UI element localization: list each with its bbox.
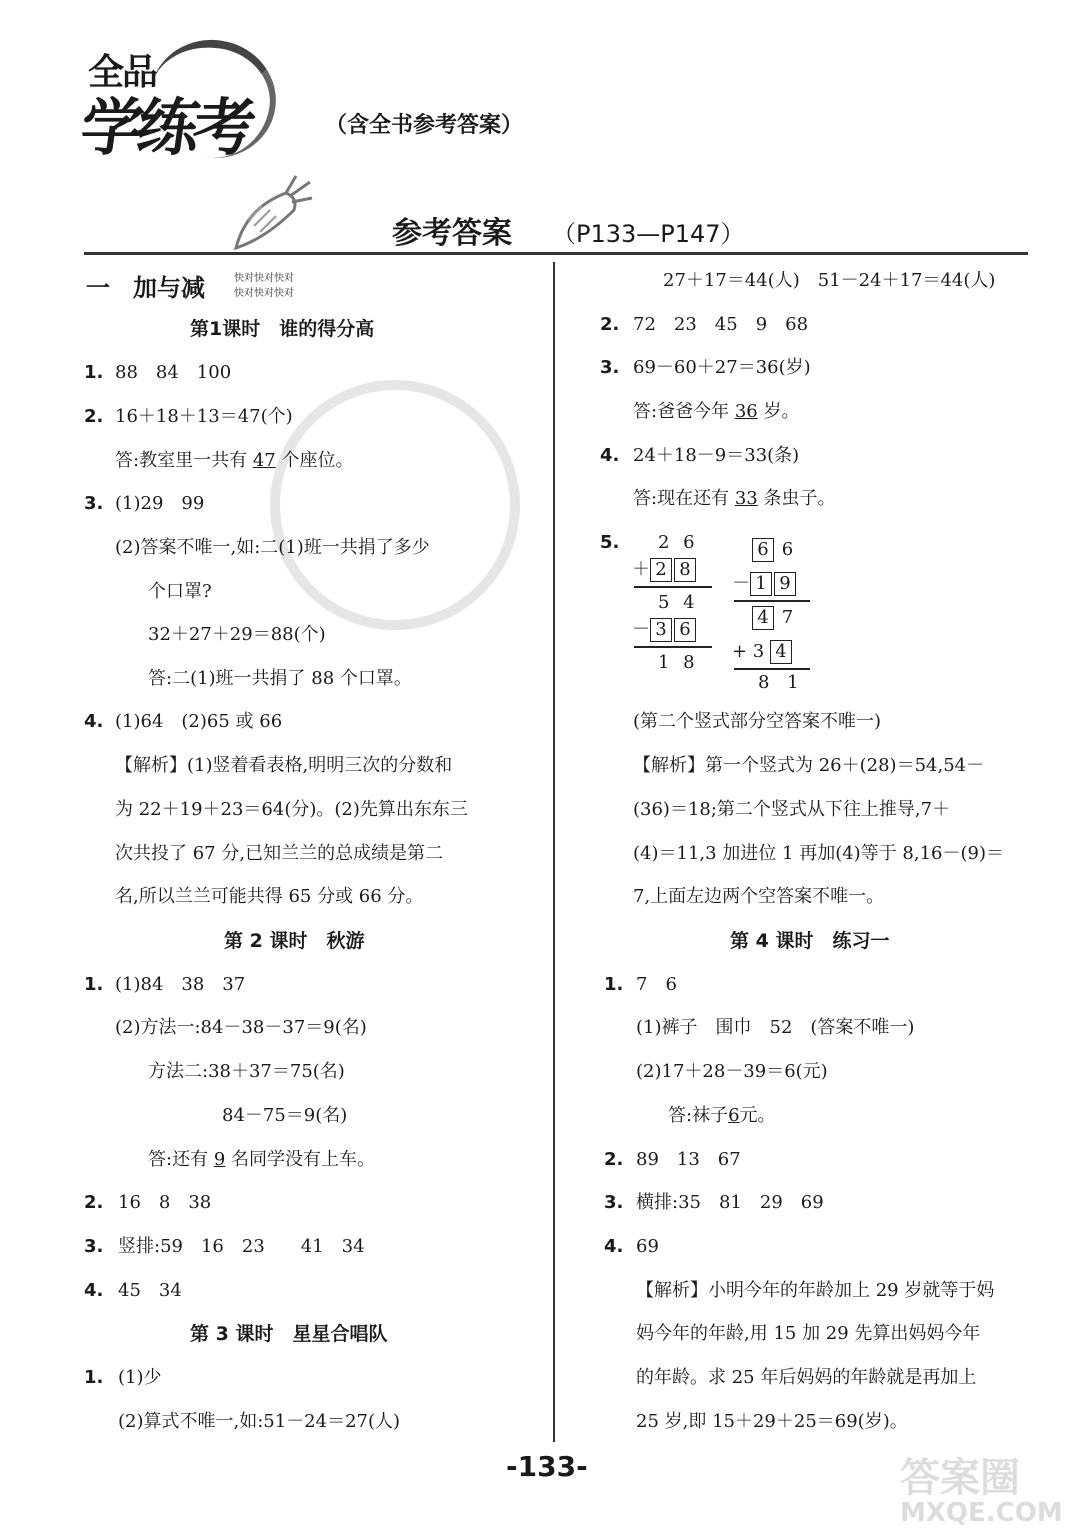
answer-box: 3 [650,618,672,642]
vertical-calc-digits: 2 6 [658,532,699,553]
question-number: 4. [84,711,104,732]
answer-line: 27＋17＝44(人) 51－24＋17＝44(人) [663,270,996,291]
answer-line: 32＋27＋29＝88(个) [148,624,326,645]
answer-box: 2 [650,558,672,582]
section-number: 一 [86,274,110,302]
question-number: 3. [84,1236,104,1257]
vertical-calc-row: + 3 4 [732,640,794,664]
answer-line: 72 23 45 9 68 [633,314,809,335]
header-rule [84,252,1028,255]
lesson-heading: 第1课时 谁的得分高 [190,318,375,340]
answer-line: 69 [636,1236,659,1257]
explanation-line: (4)＝11,3 加进位 1 再加(4)等于 8,16－(9)＝ [633,843,1004,864]
page-title: 参考答案 [392,216,512,251]
explanation-line: 【解析】(1)竖着看表格,明明三次的分数和 [115,755,453,776]
column-divider [553,262,555,1442]
answer-line: 7 6 [636,974,677,995]
vertical-calc-row: ＋ 2 8 [632,558,698,582]
question-number: 3. [84,493,104,514]
vertical-calc-rule [734,600,810,602]
question-number: 3. [600,357,620,378]
vertical-calc-row: 4 7 [752,606,793,630]
answer-blank: 9 [213,1149,226,1170]
watermark-logo: 答案圈 [900,1455,1020,1501]
subtitle: （含全书参考答案） [325,113,524,138]
vertical-calc-rule [634,646,712,648]
explanation-line: (36)＝18;第二个竖式从下往上推导,7＋ [633,799,951,820]
explanation-line: 25 岁,即 15＋29＋25＝69(岁)。 [636,1411,908,1432]
answer-line: 69－60＋27＝36(岁) [633,357,811,378]
question-number: 4. [84,1280,104,1301]
answer-blank: 36 [734,401,758,422]
answer-line: 89 13 67 [636,1149,741,1170]
question-number: 2. [600,314,620,335]
vertical-calc-rule [734,668,810,670]
explanation-line: 【解析】小明今年的年龄加上 29 岁就等于妈 [636,1280,995,1301]
explanation-line: 次共投了 67 分,已知兰兰的总成绩是第二 [115,843,444,864]
answer-line: (1)裤子 围巾 52 (答案不唯一) [636,1017,915,1038]
question-number: 4. [600,445,620,466]
answer-line: (2)17＋28－39＝6(元) [636,1061,828,1082]
answer-line: (1)29 99 [115,493,205,514]
question-number: 2. [84,1192,104,1213]
answer-line: 88 84 100 [115,362,232,383]
question-number: 1. [84,1367,104,1388]
question-number: 5. [600,532,620,553]
vertical-calc-digits: 8 1 [758,672,805,693]
explanation-line: 的年龄。求 25 年后妈妈的年龄就是再加上 [636,1367,977,1388]
answer-line: (1)少 [118,1367,162,1388]
answer-box: 4 [752,606,774,630]
explanation-line: 7,上面左边两个空答案不唯一。 [633,886,885,907]
logo-small-text: 全品 [88,52,157,93]
answer-blank: 6 [728,1105,740,1126]
answer-line: (2)方法一:84－38－37＝9(名) [115,1017,367,1038]
question-number: 2. [604,1149,624,1170]
vertical-calc-row: － 3 6 [632,618,698,642]
page-range: （P133—P147） [552,220,745,248]
answer-line: 竖排:59 16 23 41 34 [118,1236,365,1257]
section-title: 加与减 [133,274,205,302]
question-number: 4. [604,1236,624,1257]
answer-line: 16＋18＋13＝47(个) [115,406,293,427]
vertical-calc-row: － 1 9 [732,572,798,596]
lesson-heading: 第 2 课时 秋游 [224,930,365,952]
answer-blank: 33 [734,488,758,509]
answer-line: 个口罩? [148,581,212,602]
answer-box: 8 [674,558,696,582]
page-number: -133- [506,1450,588,1483]
watermark-url: MXQE.COM [900,1498,1063,1528]
answer-sentence: 答:袜子6元。 [668,1105,776,1126]
answer-sentence: 答:爸爸今年 36 岁。 [633,401,800,422]
answer-line: 24＋18－9＝33(条) [633,445,800,466]
answer-sentence: 答:还有 9 名同学没有上车。 [148,1149,375,1170]
explanation-line: 【解析】第一个竖式为 26＋(28)＝54,54－ [633,755,985,776]
vertical-calc-row: 6 6 [752,538,793,562]
answer-box: 9 [774,572,796,596]
question-number: 1. [604,974,624,995]
vertical-calc-digits: 1 8 [658,652,699,673]
watermark-circle [270,380,520,630]
vertical-calc-digits: 5 4 [658,592,699,613]
explanation-line: 名,所以兰兰可能共得 65 分或 66 分。 [115,886,424,907]
answer-line: 方法二:38＋37＝75(名) [148,1061,345,1082]
logo-text: 学练考 [76,91,255,164]
answer-line: 45 34 [118,1280,182,1301]
answer-line: 84－75＝9(名) [222,1105,348,1126]
lesson-heading: 第 4 课时 练习一 [730,930,890,952]
answer-note: (第二个竖式部分空答案不唯一) [633,711,882,732]
stamp-text: 快对快对快对 [234,273,294,284]
answer-line: (2)答案不唯一,如:二(1)班一共捐了多少 [115,537,430,558]
question-number: 1. [84,362,104,383]
vertical-calc-rule [634,586,712,588]
answer-sentence: 答:教室里一共有 47 个座位。 [115,450,354,471]
answer-box: 6 [752,538,774,562]
explanation-line: 为 22＋19＋23＝64(分)。(2)先算出东东三 [115,799,468,820]
explanation-line: 妈今年的年龄,用 15 加 29 先算出妈妈今年 [636,1323,981,1344]
answer-line: (1)64 (2)65 或 66 [115,711,283,732]
answer-line: 16 8 38 [118,1192,212,1213]
answer-box: 1 [750,572,772,596]
stamp-text: 快对快对快对 [234,288,294,299]
lesson-heading: 第 3 课时 星星合唱队 [190,1323,388,1345]
answer-line: 横排:35 81 29 69 [636,1192,824,1213]
carrot-icon [226,168,316,258]
question-number: 1. [84,974,104,995]
answer-line: 答:二(1)班一共捐了 88 个口罩。 [148,668,412,689]
answer-line: (1)84 38 37 [115,974,246,995]
answer-sentence: 答:现在还有 33 条虫子。 [633,488,836,509]
question-number: 3. [604,1192,624,1213]
answer-blank: 47 [252,450,276,471]
answer-line: (2)算式不唯一,如:51－24＝27(人) [118,1411,401,1432]
answer-box: 6 [674,618,696,642]
answer-box: 4 [770,640,792,664]
question-number: 2. [84,406,104,427]
